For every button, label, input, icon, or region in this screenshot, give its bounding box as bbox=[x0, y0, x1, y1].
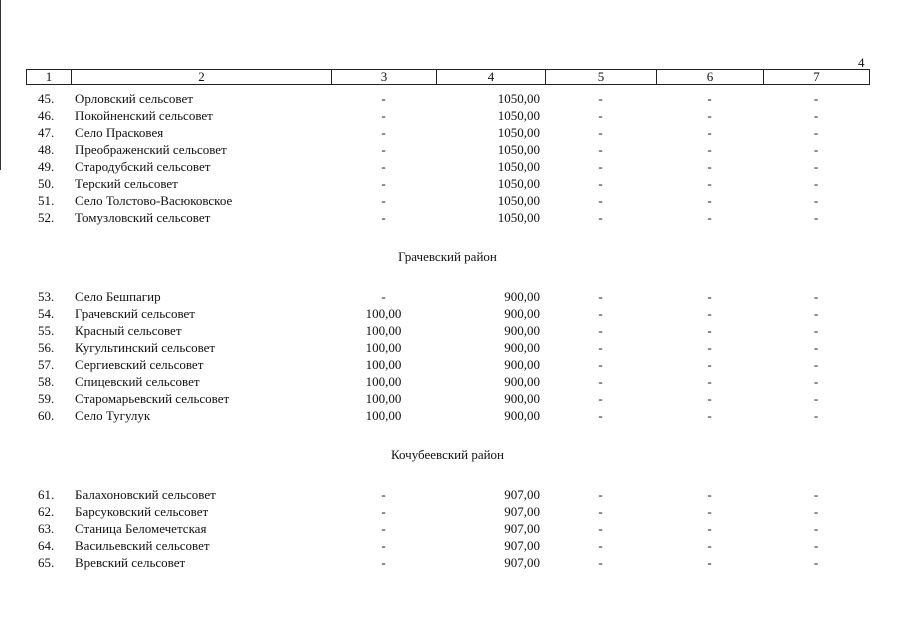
value-col-7: - bbox=[813, 323, 819, 338]
column-header-7: 7 bbox=[764, 70, 870, 85]
settlement-name: Село Прасковея bbox=[75, 125, 164, 140]
table-row bbox=[26, 322, 869, 339]
value-col-4: 900,00 bbox=[504, 289, 540, 304]
value-col-3: 100,00 bbox=[365, 323, 402, 338]
settlement-name: Кугультинский сельсовет bbox=[75, 340, 216, 355]
value-col-4: 1050,00 bbox=[497, 193, 540, 208]
value-col-3: - bbox=[381, 521, 386, 536]
value-col-5: - bbox=[598, 176, 603, 191]
value-col-6: - bbox=[707, 210, 712, 225]
table-row bbox=[26, 192, 869, 209]
value-col-5: - bbox=[598, 289, 603, 304]
table-row bbox=[26, 141, 869, 158]
value-col-6: - bbox=[707, 374, 712, 389]
settlement-name: Станица Беломечетская bbox=[75, 521, 207, 536]
value-col-7: - bbox=[813, 108, 819, 123]
row-number: 61. bbox=[38, 487, 55, 502]
value-col-7: - bbox=[813, 521, 819, 536]
value-col-5: - bbox=[598, 521, 603, 536]
value-col-6: - bbox=[707, 504, 712, 519]
table-row bbox=[26, 356, 869, 373]
row-number: 56. bbox=[38, 340, 55, 355]
value-col-4: 1050,00 bbox=[497, 159, 540, 174]
value-col-7: - bbox=[813, 504, 819, 519]
value-col-7: - bbox=[813, 340, 819, 355]
value-col-4: 900,00 bbox=[504, 374, 540, 389]
settlement-name: Преображенский сельсовет bbox=[75, 142, 227, 157]
value-col-7: - bbox=[813, 374, 819, 389]
value-col-6: - bbox=[707, 487, 712, 502]
value-col-6: - bbox=[707, 289, 712, 304]
table-row bbox=[26, 407, 869, 424]
value-col-4: 1050,00 bbox=[497, 176, 540, 191]
value-col-4: 900,00 bbox=[504, 323, 540, 338]
settlement-name: Грачевский сельсовет bbox=[75, 306, 195, 321]
table-row bbox=[26, 288, 869, 305]
value-col-3: - bbox=[381, 210, 386, 225]
row-number: 45. bbox=[38, 91, 55, 106]
row-number: 49. bbox=[38, 159, 55, 174]
settlement-name: Село Толстово-Васюковское bbox=[75, 193, 233, 208]
district-heading: Кочубеевский район bbox=[390, 447, 505, 462]
value-col-3: 100,00 bbox=[365, 340, 402, 355]
value-col-6: - bbox=[707, 357, 712, 372]
value-col-3: 100,00 bbox=[365, 357, 402, 372]
column-header-table bbox=[26, 69, 870, 85]
district-heading: Грачевский район bbox=[398, 249, 497, 264]
value-col-3: - bbox=[381, 487, 386, 502]
page-edge-line bbox=[0, 0, 1, 170]
value-col-7: - bbox=[813, 487, 819, 502]
value-col-3: - bbox=[381, 538, 386, 553]
value-col-3: - bbox=[381, 193, 386, 208]
value-col-5: - bbox=[598, 210, 603, 225]
table-row bbox=[26, 107, 869, 124]
value-col-3: - bbox=[381, 142, 386, 157]
value-col-6: - bbox=[707, 323, 712, 338]
value-col-7: - bbox=[813, 391, 819, 406]
value-col-5: - bbox=[598, 504, 603, 519]
value-col-7: - bbox=[813, 306, 819, 321]
value-col-6: - bbox=[707, 306, 712, 321]
row-number: 55. bbox=[38, 323, 55, 338]
value-col-3: 100,00 bbox=[365, 408, 402, 423]
value-col-7: - bbox=[813, 159, 819, 174]
value-col-6: - bbox=[707, 193, 712, 208]
section-spacer bbox=[26, 473, 869, 486]
value-col-4: 907,00 bbox=[504, 555, 540, 570]
value-col-4: 1050,00 bbox=[497, 210, 540, 225]
settlement-name: Терский сельсовет bbox=[75, 176, 178, 191]
value-col-4: 900,00 bbox=[504, 408, 540, 423]
value-col-5: - bbox=[598, 391, 603, 406]
row-number: 58. bbox=[38, 374, 55, 389]
value-col-6: - bbox=[707, 521, 712, 536]
row-number: 65. bbox=[38, 555, 55, 570]
value-col-4: 907,00 bbox=[504, 538, 540, 553]
table-body bbox=[26, 90, 869, 571]
settlement-name: Стародубский сельсовет bbox=[75, 159, 211, 174]
value-col-3: - bbox=[381, 504, 386, 519]
section-spacer bbox=[26, 424, 869, 437]
value-col-5: - bbox=[598, 142, 603, 157]
value-col-3: - bbox=[381, 289, 386, 304]
value-col-7: - bbox=[813, 555, 819, 570]
value-col-3: - bbox=[381, 108, 386, 123]
value-col-5: - bbox=[598, 91, 603, 106]
value-col-5: - bbox=[598, 125, 603, 140]
column-header-2: 2 bbox=[72, 70, 332, 85]
settlement-name: Орловский сельсовет bbox=[75, 91, 193, 106]
row-number: 59. bbox=[38, 391, 55, 406]
row-number: 48. bbox=[38, 142, 55, 157]
settlement-name: Томузловский сельсовет bbox=[75, 210, 211, 225]
value-col-7: - bbox=[813, 210, 819, 225]
table-row bbox=[26, 503, 869, 520]
value-col-5: - bbox=[598, 108, 603, 123]
value-col-3: - bbox=[381, 555, 386, 570]
value-col-4: 900,00 bbox=[504, 391, 540, 406]
value-col-6: - bbox=[707, 108, 712, 123]
value-col-6: - bbox=[707, 408, 712, 423]
value-col-4: 907,00 bbox=[504, 521, 540, 536]
value-col-3: - bbox=[381, 159, 386, 174]
value-col-5: - bbox=[598, 323, 603, 338]
settlement-name: Сергиевский сельсовет bbox=[75, 357, 204, 372]
value-col-7: - bbox=[813, 538, 819, 553]
table-row bbox=[26, 175, 869, 192]
value-col-6: - bbox=[707, 142, 712, 157]
settlement-name: Село Бешпагир bbox=[75, 289, 161, 304]
row-number: 54. bbox=[38, 306, 55, 321]
settlement-name: Красный сельсовет bbox=[75, 323, 182, 338]
row-number: 53. bbox=[38, 289, 55, 304]
value-col-4: 1050,00 bbox=[497, 91, 540, 106]
section-spacer bbox=[26, 226, 869, 239]
value-col-6: - bbox=[707, 176, 712, 191]
value-col-7: - bbox=[813, 408, 819, 423]
settlement-name: Балахоновский сельсовет bbox=[75, 487, 216, 502]
row-number: 57. bbox=[38, 357, 55, 372]
table-row bbox=[26, 339, 869, 356]
value-col-5: - bbox=[598, 487, 603, 502]
table-row bbox=[26, 520, 869, 537]
value-col-5: - bbox=[598, 408, 603, 423]
value-col-7: - bbox=[813, 193, 819, 208]
value-col-5: - bbox=[598, 357, 603, 372]
value-col-7: - bbox=[813, 91, 819, 106]
column-header-row bbox=[27, 70, 870, 85]
value-col-4: 1050,00 bbox=[497, 142, 540, 157]
value-col-5: - bbox=[598, 555, 603, 570]
value-col-3: 100,00 bbox=[365, 374, 402, 389]
value-col-5: - bbox=[598, 374, 603, 389]
column-header-1: 1 bbox=[27, 70, 72, 85]
value-col-4: 900,00 bbox=[504, 306, 540, 321]
row-number: 64. bbox=[38, 538, 55, 553]
value-col-3: - bbox=[381, 176, 386, 191]
value-col-4: 907,00 bbox=[504, 504, 540, 519]
settlement-name: Барсуковский сельсовет bbox=[75, 504, 209, 519]
table-row bbox=[26, 124, 869, 141]
row-number: 52. bbox=[38, 210, 55, 225]
settlement-name: Спицевский сельсовет bbox=[75, 374, 200, 389]
settlement-name: Старомарьевский сельсовет bbox=[75, 391, 230, 406]
value-col-6: - bbox=[707, 538, 712, 553]
settlement-name: Васильевский сельсовет bbox=[75, 538, 210, 553]
value-col-4: 907,00 bbox=[504, 487, 540, 502]
table-row bbox=[26, 537, 869, 554]
table-row bbox=[26, 209, 869, 226]
value-col-7: - bbox=[813, 289, 819, 304]
value-col-4: 1050,00 bbox=[497, 125, 540, 140]
table-row bbox=[26, 390, 869, 407]
table-row bbox=[26, 554, 869, 571]
row-number: 47. bbox=[38, 125, 55, 140]
value-col-6: - bbox=[707, 555, 712, 570]
value-col-6: - bbox=[707, 125, 712, 140]
row-number: 62. bbox=[38, 504, 55, 519]
settlement-name: Село Тугулук bbox=[75, 408, 151, 423]
value-col-3: 100,00 bbox=[365, 391, 402, 406]
column-header-4: 4 bbox=[437, 70, 546, 85]
value-col-3: 100,00 bbox=[365, 306, 402, 321]
value-col-6: - bbox=[707, 159, 712, 174]
table-row bbox=[26, 90, 869, 107]
table-row bbox=[26, 486, 869, 503]
value-col-5: - bbox=[598, 340, 603, 355]
column-header-5: 5 bbox=[546, 70, 657, 85]
row-number: 46. bbox=[38, 108, 55, 123]
value-col-5: - bbox=[598, 306, 603, 321]
value-col-6: - bbox=[707, 391, 712, 406]
value-col-7: - bbox=[813, 142, 819, 157]
value-col-4: 900,00 bbox=[504, 357, 540, 372]
value-col-3: - bbox=[381, 125, 386, 140]
settlement-name: Покойненский сельсовет bbox=[75, 108, 213, 123]
column-header-6: 6 bbox=[657, 70, 764, 85]
value-col-6: - bbox=[707, 91, 712, 106]
column-header-3: 3 bbox=[332, 70, 437, 85]
value-col-5: - bbox=[598, 193, 603, 208]
settlement-name: Вревский сельсовет bbox=[75, 555, 186, 570]
value-col-4: 1050,00 bbox=[497, 108, 540, 123]
row-number: 51. bbox=[38, 193, 55, 208]
section-spacer bbox=[26, 275, 869, 288]
row-number: 63. bbox=[38, 521, 55, 536]
value-col-3: - bbox=[381, 91, 386, 106]
value-col-4: 900,00 bbox=[504, 340, 540, 355]
row-number: 50. bbox=[38, 176, 55, 191]
table-row bbox=[26, 373, 869, 390]
page-number: 4 bbox=[858, 55, 865, 70]
value-col-5: - bbox=[598, 538, 603, 553]
value-col-7: - bbox=[813, 125, 819, 140]
row-number: 60. bbox=[38, 408, 55, 423]
table-row bbox=[26, 305, 869, 322]
value-col-6: - bbox=[707, 340, 712, 355]
value-col-7: - bbox=[813, 357, 819, 372]
value-col-5: - bbox=[598, 159, 603, 174]
value-col-7: - bbox=[813, 176, 819, 191]
table-row bbox=[26, 158, 869, 175]
